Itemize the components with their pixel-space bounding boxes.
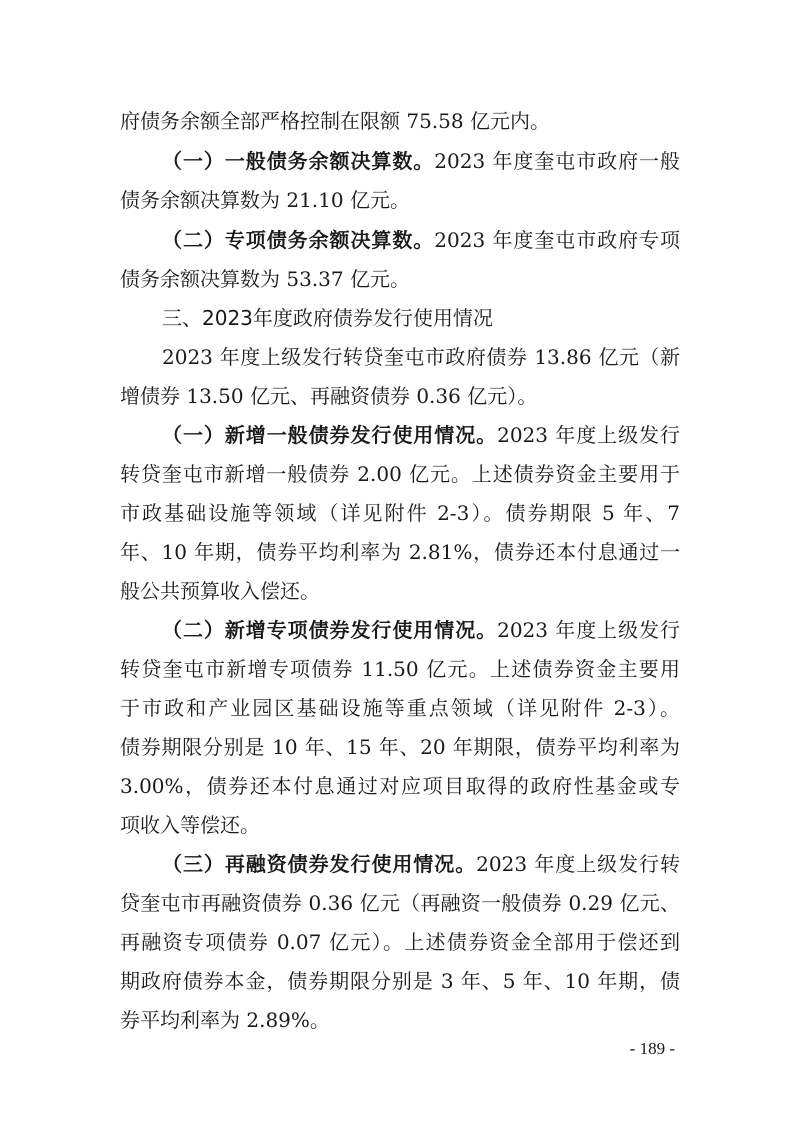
line-text: 年、10 年期，债券平均利率为 2.81%，债券还本付息通过一 (120, 540, 680, 564)
subheading-line (162, 227, 680, 253)
line-text: 府债务余额全部严格控制在限额 75.58 亿元内。 (120, 109, 550, 133)
subheading-new-special-bonds: （二）新增专项债券发行使用情况。 (162, 618, 498, 642)
paragraph-line (162, 344, 680, 370)
paragraph-line (120, 890, 680, 916)
line-text: 市政基础设施等领域（详见附件 2-3）。债券期限 5 年、7 (120, 501, 680, 525)
subheading-new-general-bonds: （一）新增一般债券发行使用情况。 (162, 423, 498, 447)
paragraph-line (120, 734, 680, 760)
line-text: 贷奎屯市再融资债券 0.36 亿元（再融资一般债券 0.29 亿元、 (120, 891, 680, 915)
subheading-special-debt-balance: （二）专项债务余额决算数。 (162, 228, 435, 252)
line-text: 2023 年度上级发行转贷奎屯市政府债券 13.86 亿元（新 (162, 345, 680, 369)
section-heading-text: 三、2023年度政府债券发行使用情况 (162, 306, 493, 330)
line-text: 债券期限分别是 10 年、15 年、20 年期限，债券平均利率为 (120, 735, 680, 759)
paragraph-line (120, 266, 680, 292)
paragraph-line (120, 578, 680, 604)
paragraph-line (120, 187, 680, 213)
line-text: 增债券 13.50 亿元、再融资债券 0.36 亿元）。 (120, 384, 538, 408)
line-text: 债务余额决算数为 53.37 亿元。 (120, 267, 410, 291)
paragraph-line (120, 695, 680, 721)
line-text: 般公共预算收入偿还。 (120, 579, 320, 603)
paragraph-line (120, 929, 680, 955)
line-text: 2023 年度上级发行 (497, 618, 681, 642)
line-text: 3.00%，债券还本付息通过对应项目取得的政府性基金或专 (120, 774, 680, 798)
line-text: 转贷奎屯市新增专项债券 11.50 亿元。上述债券资金主要用 (120, 657, 680, 681)
section-heading (162, 305, 680, 331)
paragraph-line (120, 812, 680, 838)
paragraph-line (120, 539, 680, 565)
line-text: 于市政和产业园区基础设施等重点领域（详见附件 2-3）。 (120, 696, 680, 720)
subheading-line (162, 617, 680, 643)
line-text: 期政府债券本金，债券期限分别是 3 年、5 年、10 年期，债 (120, 969, 680, 993)
paragraph-line (120, 1007, 680, 1033)
line-text: 项收入等偿还。 (120, 813, 260, 837)
line-text: 2023 年度上级发行 (497, 423, 681, 447)
subheading-line (162, 422, 680, 448)
line-text: 券平均利率为 2.89%。 (120, 1008, 330, 1032)
paragraph-line (120, 773, 680, 799)
paragraph-line (120, 500, 680, 526)
paragraph-line (120, 383, 680, 409)
paragraph-line (120, 656, 680, 682)
line-text: 再融资专项债券 0.07 亿元）。上述债券资金全部用于偿还到 (120, 930, 680, 954)
page-number: - 189 - (629, 1039, 675, 1058)
paragraph-line (120, 108, 680, 134)
subheading-refinancing-bonds: （三）再融资债券发行使用情况。 (162, 852, 477, 876)
line-text: 转贷奎屯市新增一般债券 2.00 亿元。上述债券资金主要用于 (120, 462, 680, 486)
subheading-line (162, 851, 680, 877)
line-text: 债务余额决算数为 21.10 亿元。 (120, 188, 410, 212)
subheading-line (162, 148, 680, 174)
line-text: 2023 年度奎屯市政府一般 (434, 149, 681, 173)
subheading-general-debt-balance: （一）一般债务余额决算数。 (162, 149, 435, 173)
paragraph-line (120, 461, 680, 487)
paragraph-line (120, 968, 680, 994)
line-text: 2023 年度奎屯市政府专项 (434, 228, 681, 252)
line-text: 2023 年度上级发行转 (476, 852, 680, 876)
